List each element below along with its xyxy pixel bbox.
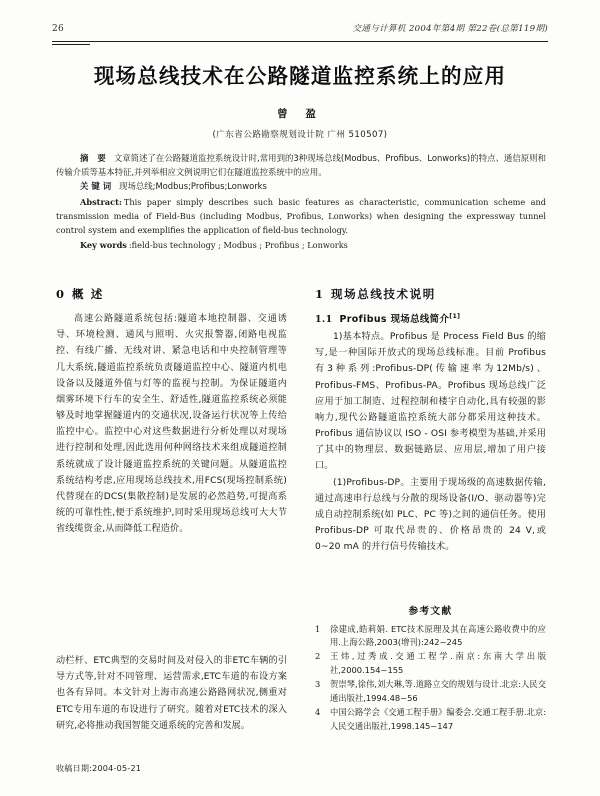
paragraph: (1)Profibus-DP。主要用于现场级的高速数据传输,通过高速串行总线与分散的现场设备(I/O、驱动器等)完成自动控制系统(如 PLC、PC 等)之间的通信任务。使用 Profibus-DP 可取代昂贵的、价格昂贵的 24 V,或 0~20 mA 的并行信号传输技术。 bbox=[315, 477, 546, 553]
journal-issue-line: 交通与计算机 2004年第4期 第22卷(总第119期) bbox=[352, 24, 548, 34]
keywords-cn-label: 关键词 bbox=[80, 181, 115, 192]
reference-text: 徐建成,皓莉娟. ETC技术原理及其在高速公路收费中的应用.上海公路,2003(增刊):242~245 bbox=[330, 623, 546, 647]
reference-number: 4 bbox=[315, 707, 321, 718]
page-folio: 26 bbox=[52, 24, 65, 34]
abstract-block bbox=[56, 152, 546, 253]
reference-item bbox=[315, 650, 546, 677]
abstract-en bbox=[56, 195, 546, 237]
keywords-cn-text: 现场总线;Modbus;Profibus;Lonworks bbox=[119, 181, 267, 192]
keywords-en bbox=[56, 238, 546, 252]
section-number-1: 1 bbox=[315, 287, 324, 301]
reference-item bbox=[315, 678, 546, 705]
references-block bbox=[315, 603, 546, 735]
reference-item bbox=[315, 623, 546, 650]
abstract-cn bbox=[56, 152, 546, 179]
abstract-cn-label: 摘 要 bbox=[80, 153, 109, 163]
section-heading-1 bbox=[315, 286, 546, 302]
keywords-en-label: Key words bbox=[80, 240, 127, 251]
column-right bbox=[315, 286, 546, 734]
section-title-1: 现场总线技术说明 bbox=[331, 287, 436, 301]
abstract-cn-text: 文章简述了在公路隧道监控系统设计时,常用到的3种现场总线(Modbus、Profibus、Lonworks)的特点、通信原则和传输介质等基本特征,并列举相应文例说明它们在隧道监控系统中的应用。 bbox=[56, 153, 546, 177]
subsection-title: Profibus 现场总线简介 bbox=[339, 314, 450, 325]
keywords-en-text: :field-bus technology ; Modbus ; Profibus ; Lonworks bbox=[128, 240, 348, 251]
citation-marker: [1] bbox=[449, 312, 461, 320]
author-affiliation: (广东省公路勘察规划设计院 广州 510507) bbox=[212, 130, 388, 140]
left-tail-block bbox=[56, 653, 287, 734]
reference-text: 王炜,过秀成.交通工程学.南京:东南大学出版社,2000.154~155 bbox=[330, 651, 546, 675]
header-rule bbox=[52, 41, 548, 42]
paragraph: 动栏杆、ETC典型的交易时间及对侵入的非ETC车辆的引导方式等,针对不同管理、运营需求,ETC车道的布设方案也各有异同。本文针对上海市高速公路路网状况,侧重对ETC专用车道的布设进行了研究。随着对ETC技术的深入研究,必将推动我国智能交通系统的完善和发展。 bbox=[56, 656, 287, 731]
subsection-number: 1.1 bbox=[315, 314, 333, 325]
paragraph: 高速公路隧道系统包括:隧道本地控制器、交通诱导、环境检测、通风与照明、火灾报警器,闭路电视监控、有线广播、无线对讲、紧急电话和中央控制管理等几大系统,隧道监控系统负责隧道监控中心、隧道内机电设备以及隧道外值与灯等的监视与控制。为保证隧道内烟雾环境下行车的安全生、舒适性,隧道监控系统必须能够及时地掌握隧道内的交通状况,设备运行状况等上传给监控中心。监控中心对这些数据进行分析处理以对现场进行控制和处理,因此选用何种网络技术来组成隧道控制系统就成了设计隧道监控系统的关键问题。从隧道监控系统结构考虑,应用现场总线技术,用FCS(现场控制系统)代替现在的DCS(集散控制)是发展的必然趋势,可提高系统的可靠性性,便于系统维护,同时采用现场总线可大大节省线缆资金,从而降低工程造价。 bbox=[56, 314, 287, 535]
author-name: 曾 盈 bbox=[277, 108, 323, 120]
reference-item bbox=[315, 706, 546, 733]
section-number-0: 0 bbox=[56, 287, 65, 301]
section-title-0: 概 述 bbox=[72, 287, 104, 301]
reference-text: 中国公路学会《交通工程手册》编委会.交通工程手册.北京:人民交通出版社,1998.145~147 bbox=[330, 707, 546, 731]
reference-number: 2 bbox=[315, 651, 321, 662]
reference-number: 1 bbox=[315, 623, 321, 634]
section-heading-0 bbox=[56, 286, 287, 302]
reference-number: 3 bbox=[315, 679, 321, 690]
abstract-en-label: Abstract: bbox=[80, 196, 122, 207]
running-head bbox=[52, 22, 548, 40]
body-columns bbox=[56, 286, 546, 734]
subsection-heading-1-1 bbox=[315, 311, 546, 325]
received-date-footer: 收稿日期:2004-05-21 bbox=[56, 763, 142, 773]
paragraph: 1)基本特点。Profibus 是 Process Field Bus 的缩写,是一种国际开放式的现场总线标准。目前 Profibus 有3种系列:Profibus-DP(传输速率为12Mb/s)、Profibus-FMS、Profibus-PA。Profibus 现场总线广泛应用于加工制造、过程控制和楼宇自动化,具有较强的影响力,现代公路隧道监控系统大部分都采用这种技术。Profibus 通信协议以 ISO - OSI 参考模型为基础,并采用了其中的物理层、数据链路层、应用层,增加了用户接口。 bbox=[315, 332, 546, 472]
abstract-en-text: This paper simply describes such basic features as characteristic, communication scheme and transmission media of Field-Bus (including Modbus, Profibus, Lonworks) when designing the expressway tunnel control system and exemplifies the application of field-bus technology. bbox=[56, 196, 546, 236]
page-title: 现场总线技术在公路隧道监控系统上的应用 bbox=[93, 64, 507, 88]
reference-text: 贺崇琴,徐伟,刘大琳,等.道路立交的规划与设计.北京:人民交通出版社,1994.48~56 bbox=[330, 679, 546, 703]
column-left bbox=[56, 286, 287, 734]
references-title: 参考文献 bbox=[408, 605, 453, 617]
keywords-cn bbox=[56, 180, 546, 194]
